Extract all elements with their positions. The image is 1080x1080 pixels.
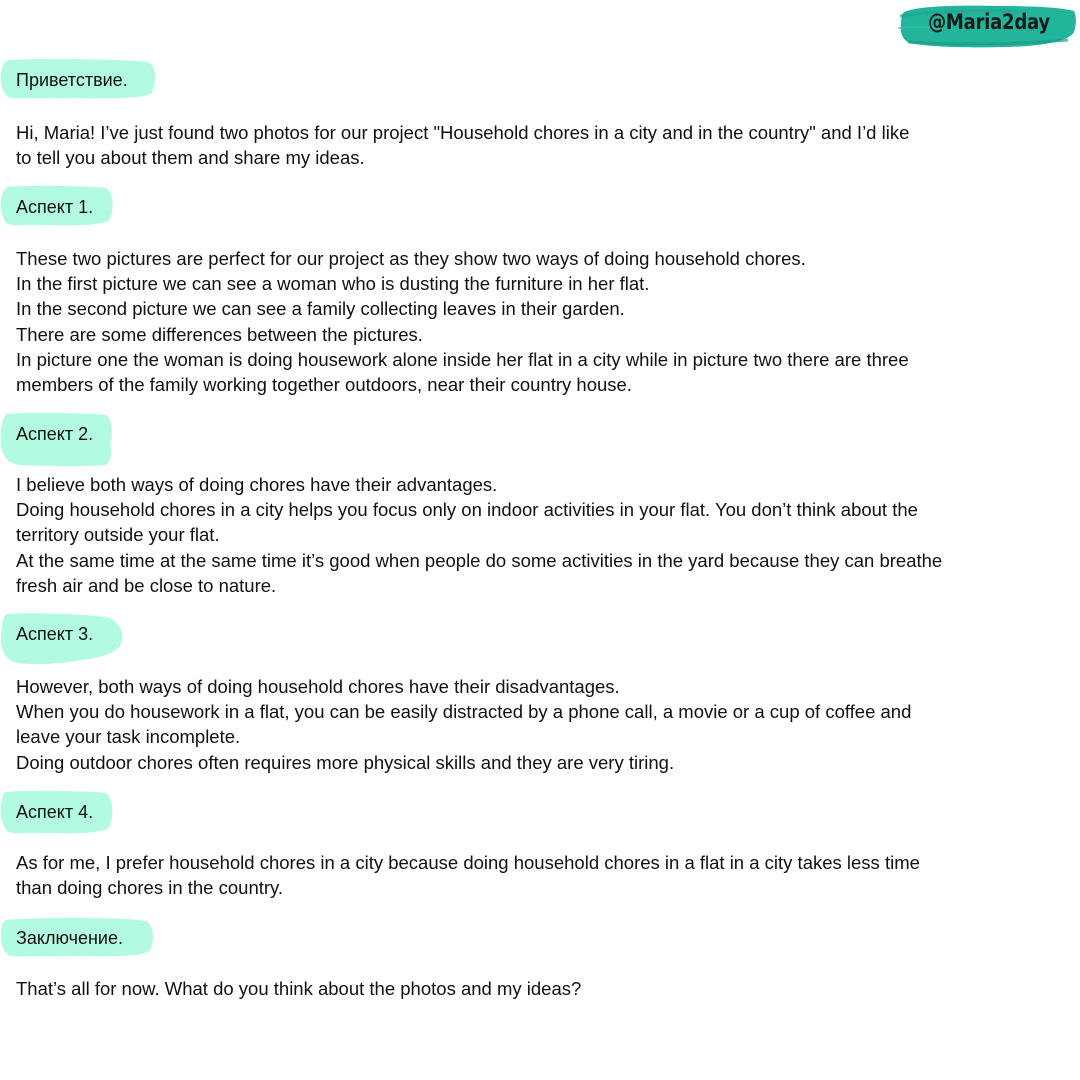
paragraph-line: Doing household chores in a city helps you focus only on indoor activities in your flat. You don’t think about the xyxy=(16,499,918,521)
section-paragraph-aspect-3 xyxy=(16,674,1076,775)
paragraph-line: In the first picture we can see a woman who is dusting the furniture in her flat. xyxy=(16,273,650,295)
section-paragraph-aspect-1 xyxy=(16,246,1076,397)
paragraph-line: These two pictures are perfect for our project as they show two ways of doing household chores. xyxy=(16,248,806,269)
paragraph-line: to tell you about them and share my ideas. xyxy=(16,147,365,169)
author-handle-badge xyxy=(898,2,1078,50)
paragraph-line: As for me, I prefer household chores in a city because doing household chores in a flat in a city takes less time xyxy=(16,852,920,873)
section-label-text: Аспект 2. xyxy=(16,424,94,444)
paragraph-line: In the second picture we can see a family collecting leaves in their garden. xyxy=(16,298,625,320)
paragraph-line: At the same time at the same time it’s good when people do some activities in the yard because they can breathe xyxy=(16,549,943,571)
paragraph-line: than doing chores in the country. xyxy=(16,877,284,899)
paragraph-line: In picture one the woman is doing housework alone inside her flat in a city while in picture two there are three xyxy=(16,348,909,370)
section-paragraph-conclusion xyxy=(16,976,1076,1001)
section-label-text: Аспект 3. xyxy=(16,624,94,644)
paragraph-line: That’s all for now. What do you think about the photos and my ideas? xyxy=(16,978,582,999)
section-paragraph-aspect-4 xyxy=(16,850,1076,900)
section-label-text: Заключение. xyxy=(16,928,123,948)
section-label-text: Приветствие. xyxy=(16,70,128,90)
section-label-text: Аспект 1. xyxy=(16,197,94,217)
paragraph-line: fresh air and be close to nature. xyxy=(16,574,277,596)
paragraph-line: members of the family working together outdoors, near their country house. xyxy=(16,374,632,396)
paragraph-line: Doing outdoor chores often requires more physical skills and they are very tiring. xyxy=(16,751,675,773)
section-paragraph-aspect-2 xyxy=(16,472,1076,598)
paragraph-line: However, both ways of doing household chores have their disadvantages. xyxy=(16,676,620,697)
section-label-text: Аспект 4. xyxy=(16,802,94,822)
paragraph-line: When you do housework in a flat, you can be easily distracted by a phone call, a movie or a cup of coffee and xyxy=(16,701,912,723)
author-handle-text: @Maria2day xyxy=(928,10,1050,34)
section-paragraph-greeting xyxy=(16,120,1076,170)
paragraph-line: Hi, Maria! I’ve just found two photos for our project "Household chores in a city and in the country" and I’d like xyxy=(16,122,910,143)
paragraph-line: territory outside your flat. xyxy=(16,524,220,546)
paragraph-line: There are some differences between the pictures. xyxy=(16,323,423,345)
paragraph-line: I believe both ways of doing chores have their advantages. xyxy=(16,474,498,495)
paragraph-line: leave your task incomplete. xyxy=(16,726,241,748)
